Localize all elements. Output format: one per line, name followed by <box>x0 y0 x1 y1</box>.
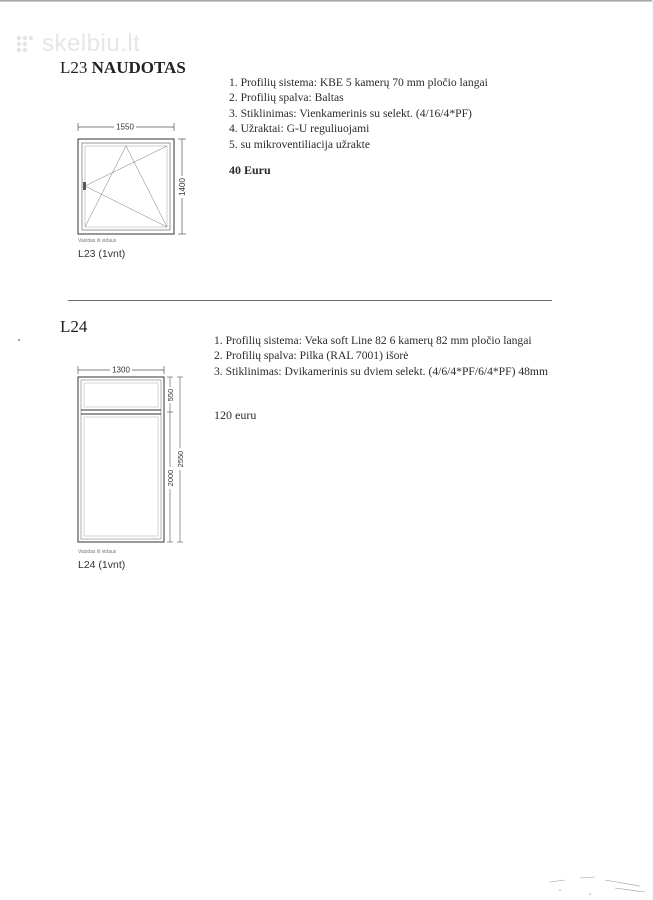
dimension-height-label: 1400 <box>178 178 187 196</box>
window-frame <box>78 139 174 234</box>
spec-list-l24 <box>214 333 548 379</box>
spec-item: 1. Profilių sistema: KBE 5 kamerų 70 mm pločio langai <box>229 76 488 89</box>
spec-item: 2. Profilių spalva: Pilka (RAL 7001) išorė <box>214 349 409 363</box>
watermark <box>14 30 140 58</box>
spec-item: 3. Stiklinimas: Vienkamerinis su selekt. (4/16/4*PF) <box>229 106 472 120</box>
dimension-width-label: 1300 <box>112 365 130 375</box>
dimension-width-label: 1550 <box>116 122 134 132</box>
dimension-top-label: 550 <box>166 388 175 402</box>
section-divider <box>68 300 552 301</box>
caption-l23: L23 (1vnt) <box>78 248 126 260</box>
spec-item: 1. Profilių sistema: Veka soft Line 82 6 kamerų 82 mm pločio langai <box>214 334 532 347</box>
spec-item: 4. Užraktai: G-U reguliuojami <box>229 122 370 136</box>
scan-artifact <box>520 868 650 900</box>
scan-top-edge <box>0 0 654 2</box>
window-handle-icon <box>83 182 86 190</box>
window-frame <box>78 377 164 542</box>
item-heading-l24 <box>60 317 87 337</box>
view-note-l24: Vaizdas iš vidaus <box>78 549 117 555</box>
item-code: L23 <box>60 58 88 77</box>
price-l23: 40 Euru <box>229 163 271 177</box>
spec-item: 2. Profilių spalva: Baltas <box>229 91 344 105</box>
dimension-bottom-label: 2000 <box>166 469 175 487</box>
watermark-dots-icon <box>14 33 36 55</box>
item-code: L24 <box>60 317 88 336</box>
item-condition: NAUDOTAS <box>91 58 186 77</box>
spec-item: 5. su mikroventiliacija užrakte <box>229 137 371 151</box>
window-diagram-l23 <box>70 118 200 246</box>
window-diagram-l24 <box>68 360 198 552</box>
caption-l24: L24 (1vnt) <box>78 559 126 571</box>
dimension-total-label: 2550 <box>176 450 185 468</box>
price-l24: 120 euru <box>214 408 257 422</box>
spec-list-l23 <box>229 75 488 152</box>
watermark-text: skelbiu.lt <box>42 30 141 57</box>
scan-speck <box>18 339 20 341</box>
spec-item: 3. Stiklinimas: Dvikamerinis su dviem selekt. (4/6/4*PF/6/4*PF) 48mm <box>214 364 548 378</box>
view-note-l23: Vaizdas iš vidaus <box>78 238 117 244</box>
item-heading-l23 <box>60 58 186 78</box>
